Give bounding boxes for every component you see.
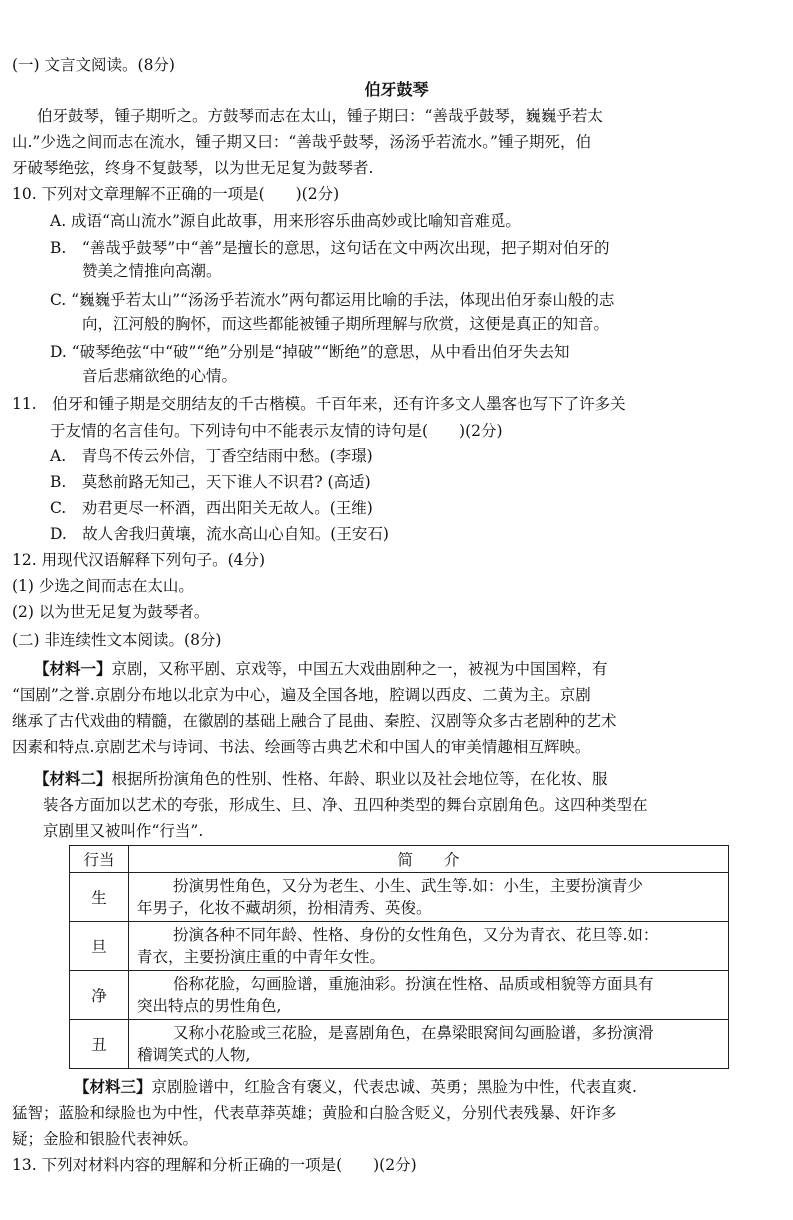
material3-first-line [74,1077,637,1097]
table-cell-desc: 俗称花脸，勾画脸谱，重施油彩。扮演在性格、品质或相貌等方面具有 突出特点的男性角色, [129,971,729,1020]
q10-option-b-cont: 赞美之情推向高潮。 [82,262,222,280]
table-cell-role: 丑 [70,1020,129,1069]
material2-label: 【材料二】 [34,769,112,788]
table-header-desc: 简 介 [129,846,729,873]
q12-item-1: (1) 少选之间而志在太山。 [12,577,194,595]
q10-stem: 10. 下列对文章理解不正确的一项是( )(2分) [12,185,340,203]
roles-table [69,845,729,1069]
table-row [70,1020,729,1069]
material2-first-line [34,769,608,789]
table-cell-desc: 扮演各种不同年龄、性格、身份的女性角色，又分为青衣、花旦等.如： 青衣，主要扮演庄重的中青年女性。 [129,922,729,971]
material1-line: 继承了古代戏曲的精髓，在徽剧的基础上融合了昆曲、秦腔、汉剧等众多古老剧种的艺术 [12,712,617,730]
q10-option-c-cont: 向，江河般的胸怀，而这些都能被锺子期所理解与欣赏，这便是真正的知音。 [82,315,610,333]
classical-heading: (一) 文言文阅读。(8分) [12,56,175,74]
q11-stem-cont: 于友情的名言佳句。下列诗句中不能表示友情的诗句是( )(2分) [50,422,503,440]
passage-line: 牙破琴绝弦，终身不复鼓琴，以为世无足复为鼓琴者. [12,159,374,177]
q10-option-d: D. “破琴绝弦“中“破”“绝”分别是“掉破”“断绝”的意思，从中看出伯牙失去知 [50,343,570,361]
material2-line: 京剧里又被叫作“行当”. [43,822,204,840]
q10-option-a: A. 成语“高山流水”源自此故事，用来形容乐曲高妙或比喻知音难觅。 [50,212,521,230]
material2-text: 根据所扮演角色的性别、性格、年龄、职业以及社会地位等，在化妆、服 [111,770,608,788]
q11-option-b: B. 莫愁前路无知己，天下谁人不识君? (高适) [50,473,371,491]
material3-line: 疑；金脸和银脸代表神妖。 [12,1130,199,1148]
q11-stem: 11. 伯牙和锺子期是交朋结友的千古楷模。千百年来，还有许多文人墨客也写下了许多关 [12,395,626,413]
q11-option-a: A. 青鸟不传云外信，丁香空结雨中愁。(李璟) [50,447,373,465]
q11-option-d: D. 故人舍我归黄壤，流水高山心自知。(王安石) [50,525,389,543]
table-cell-role: 生 [70,873,129,922]
material2-line: 装各方面加以艺术的夸张，形成生、旦、净、丑四种类型的舞台京剧角色。这四种类型在 [43,796,648,814]
material1-line: 因素和特点.京剧艺术与诗词、书法、绘画等古典艺术和中国人的审美情趣相互辉映。 [12,738,591,756]
nonlinear-heading: (二) 非连续性文本阅读。(8分) [12,631,222,649]
q12-stem: 12. 用现代汉语解释下列句子。(4分) [12,551,266,569]
table-header-row [70,846,729,873]
material3-label: 【材料三】 [74,1077,152,1096]
material3-text: 京剧脸谱中，红脸含有褒义，代表忠诚、英勇；黑脸为中性，代表直爽. [151,1078,637,1096]
passage-line: 伯牙鼓琴，锺子期听之。方鼓琴而志在太山，锺子期曰：“善哉乎鼓琴，巍巍乎若太 [37,107,603,125]
q12-item-2: (2) 以为世无足复为鼓琴者。 [12,603,210,621]
table-cell-desc: 扮演男性角色，又分为老生、小生、武生等.如：小生，主要扮演青少 年男子，化妆不藏胡须，扮相清秀、英俊。 [129,873,729,922]
material1-first-line [34,659,608,679]
q10-option-b: B. “善哉乎鼓琴”中“善”是擅长的意思，这句话在文中两次出现，把子期对伯牙的 [50,239,610,257]
table-header-role: 行当 [70,846,129,873]
passage-title: 伯牙鼓琴 [364,80,429,99]
table-row [70,971,729,1020]
material1-label: 【材料一】 [34,659,112,678]
material1-text: 京剧，又称平剧、京戏等，中国五大戏曲剧种之一，被视为中国国粹，有 [111,660,608,678]
material3-line: 猛智；蓝脸和绿脸也为中性，代表草莽英雄；黄脸和白脸含贬义，分别代表残暴、奸诈多 [12,1104,617,1122]
q10-option-d-cont: 音后悲痛欲绝的心情。 [82,367,238,385]
table-row [70,922,729,971]
q11-option-c: C. 劝君更尽一杯酒，西出阳关无故人。(王维) [50,499,373,517]
material1-line: “国剧”之誉.京剧分布地以北京为中心，遍及全国各地，腔调以西皮、二黄为主。京剧 [12,686,591,704]
q13-stem: 13. 下列对材料内容的理解和分析正确的一项是( )(2分) [12,1156,417,1174]
q10-option-c: C. “巍巍乎若太山”“汤汤乎若流水”两句都运用比喻的手法，体现出伯牙泰山般的志 [50,291,615,309]
passage-line: 山.”少选之间而志在流水，锺子期又曰：“善哉乎鼓琴，汤汤乎若流水。”锺子期死，伯 [12,133,591,151]
table-cell-role: 净 [70,971,129,1020]
table-row [70,873,729,922]
table-cell-role: 旦 [70,922,129,971]
table-cell-desc: 又称小花脸或三花脸，是喜剧角色，在鼻梁眼窝间勾画脸谱，多扮演滑 稽调笑式的人物, [129,1020,729,1069]
